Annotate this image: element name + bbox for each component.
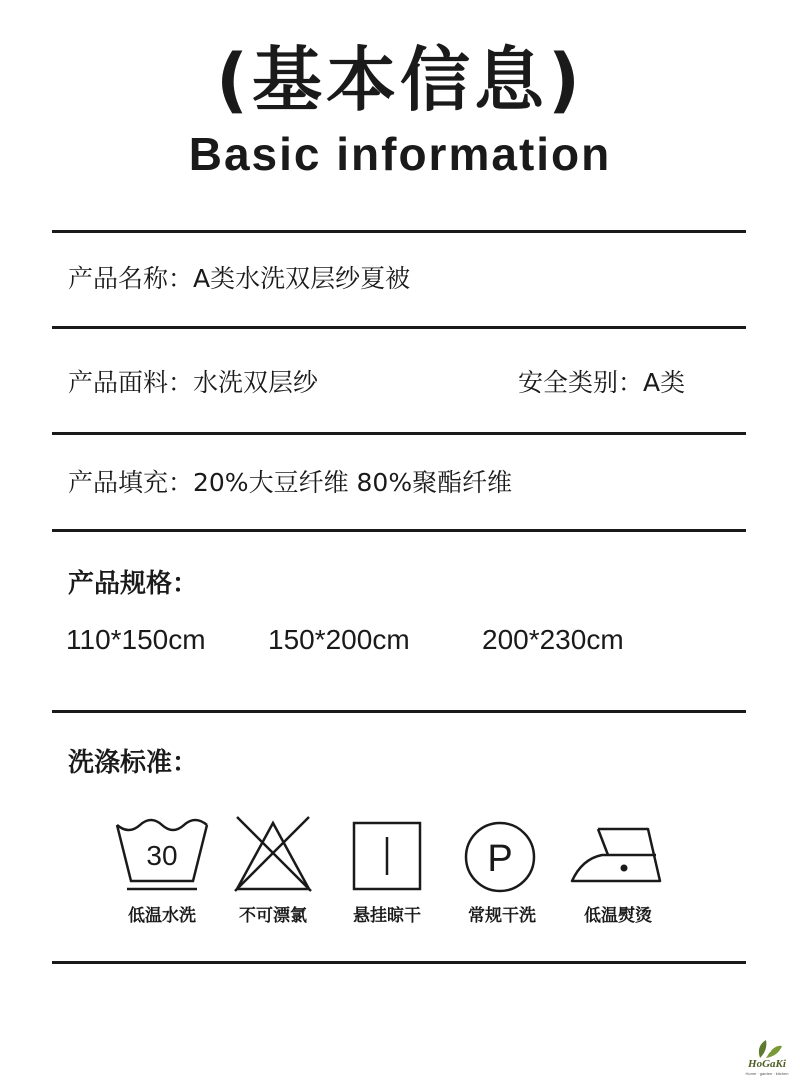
product-name: 产品名称：A类水洗双层纱夏被 <box>68 264 411 293</box>
safety-category: 安全类别：A类 <box>518 368 686 397</box>
leaf-icon <box>738 1036 796 1060</box>
product-filling: 产品填充：20%大豆纤维 80%聚酯纤维 <box>68 468 513 497</box>
wash-temperature: 30 <box>146 840 178 871</box>
dry-clean-letter: P <box>487 838 513 880</box>
care-label: 悬挂晾干 <box>353 906 421 926</box>
care-label: 不可漂氯 <box>239 906 307 926</box>
care-label: 低温熨烫 <box>584 906 652 926</box>
size-option: 200*230cm <box>482 624 624 655</box>
care-heading: 洗涤标准： <box>68 748 199 778</box>
divider <box>52 432 746 435</box>
product-fabric: 产品面料：水洗双层纱 <box>68 368 319 397</box>
divider <box>52 230 746 233</box>
line-dry-icon <box>348 815 458 895</box>
size-option: 110*150cm <box>66 624 206 655</box>
hogaki-logo <box>738 1036 796 1082</box>
low-iron-icon <box>568 815 678 895</box>
divider <box>52 326 746 329</box>
divider <box>52 529 746 532</box>
dry-clean-p-icon <box>462 815 572 895</box>
logo-name: HoGaKi <box>748 1058 786 1070</box>
page-title-cn: (基本信息) <box>216 39 584 121</box>
care-label: 低温水洗 <box>128 906 196 926</box>
spec-heading: 产品规格： <box>68 569 199 599</box>
logo-tagline: Home · garden · kitchen <box>745 1071 789 1076</box>
care-label: 常规干洗 <box>468 906 536 926</box>
page-title-en: Basic information <box>188 128 612 180</box>
size-option: 150*200cm <box>268 624 410 655</box>
divider <box>52 961 746 964</box>
wash-30-icon <box>107 815 217 895</box>
no-bleach-icon <box>225 815 335 895</box>
divider <box>52 710 746 713</box>
